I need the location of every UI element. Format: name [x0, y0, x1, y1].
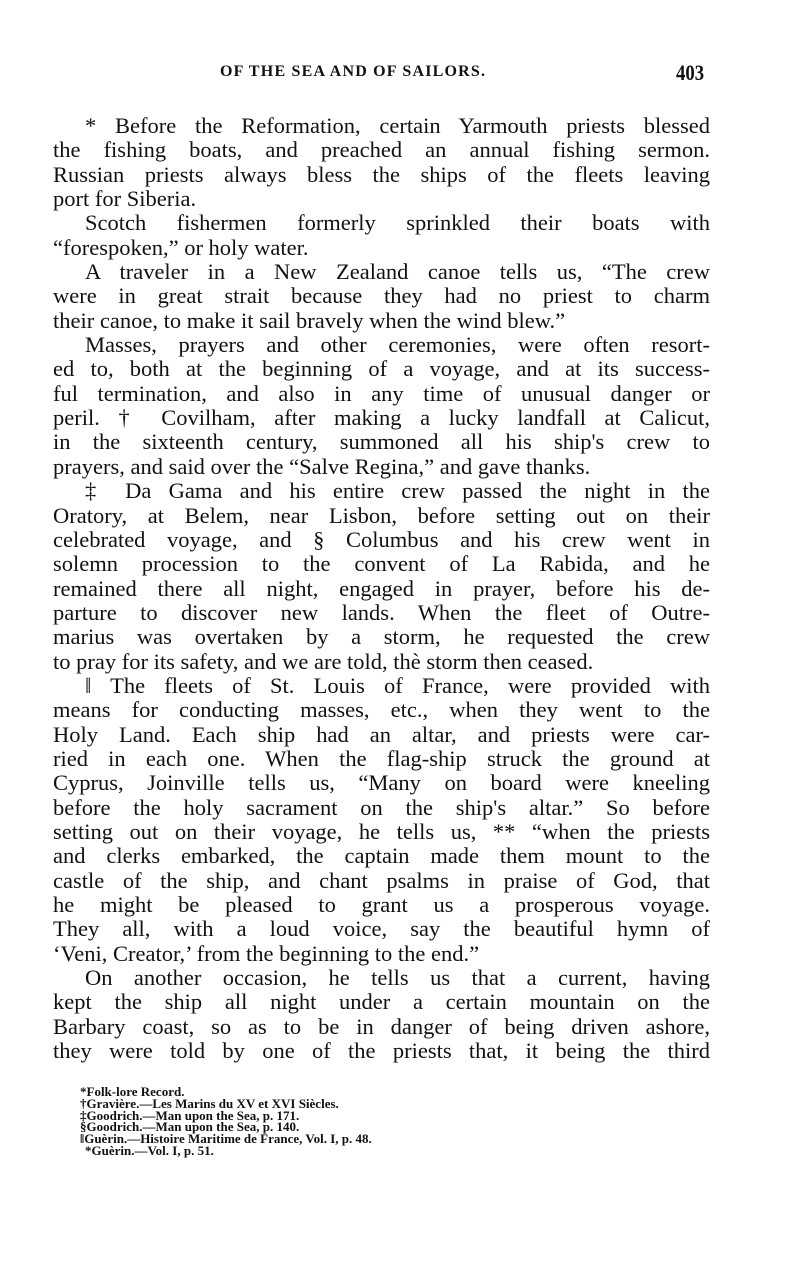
page-header: [0, 60, 795, 90]
text-line: A traveler in a New Zealand canoe tells us, “The crew: [85, 259, 710, 285]
text-line: Scotch fishermen formerly sprinkled their boats with: [85, 210, 710, 236]
text-line: setting out on their voyage, he tells us, ** “when the priests: [53, 818, 710, 844]
text-line: marius was overtaken by a storm, he requested the crew: [53, 624, 710, 650]
footnote-mark: *: [80, 1084, 87, 1099]
text-line: parture to discover new lands. When the fleet of Outre-: [53, 599, 710, 625]
footnote-mark: §: [80, 1119, 87, 1135]
text-line: were in great strait because they had no priest to charm: [53, 283, 710, 309]
text-line: ried in each one. When the flag-ship struck the ground at: [53, 745, 710, 771]
text-line: the fishing boats, and preached an annual fishing sermon.: [53, 137, 710, 163]
text-line: and clerks embarked, the captain made them mount to the: [53, 843, 710, 869]
footnote: [80, 1142, 372, 1158]
text-line: Barbary coast, so as to be in danger of being driven ashore,: [53, 1013, 710, 1039]
text-line: ‖ The fleets of St. Louis of France, were provided with: [85, 672, 710, 698]
text-line: their canoe, to make it sail bravely when the wind blew.”: [53, 307, 566, 333]
footnote-text: Guèrin.—Vol. I, p. 51.: [91, 1142, 214, 1158]
text-line: celebrated voyage, and § Columbus and his crew went in: [53, 526, 710, 552]
text-line: “forespoken,” or holy water.: [53, 234, 309, 260]
running-title: OF THE SEA AND OF SAILORS.: [220, 63, 487, 80]
text-line: solemn procession to the convent of La Rabida, and he: [53, 551, 710, 577]
text-line: peril. † Covilham, after making a lucky landfall at Calicut,: [53, 405, 710, 431]
footnote-text: Folk-lore Record.: [86, 1084, 185, 1099]
body-text: [53, 114, 710, 1063]
footnote-mark: ‖: [80, 1131, 85, 1147]
text-line: castle of the ship, and chant psalms in praise of God, that: [53, 867, 710, 893]
text-line: to pray for its safety, and we are told, thè storm then ceased.: [53, 648, 594, 674]
footnote-text: Guèrin.—Histoire Maritime de France, Vol. I, p. 48.: [84, 1131, 372, 1147]
text-line: ed to, both at the beginning of a voyage, and at its success-: [53, 356, 710, 382]
text-line: ‘Veni, Creator,’ from the beginning to the end.”: [53, 940, 480, 966]
text-line: Cyprus, Joinville tells us, “Many on board were kneeling: [53, 770, 710, 796]
page-number: 403: [676, 60, 705, 85]
text-line: kept the ship all night under a certain mountain on the: [53, 989, 710, 1015]
footnotes: [80, 1086, 372, 1157]
text-line: remained there all night, engaged in prayer, before his de-: [53, 575, 710, 601]
text-line: prayers, and said over the “Salve Regina,” and gave thanks.: [53, 453, 591, 479]
text-line: port for Siberia.: [53, 186, 197, 212]
text-line: Oratory, at Belem, near Lisbon, before setting out on their: [53, 502, 710, 528]
text-line: means for conducting masses, etc., when they went to the: [53, 697, 710, 723]
text-line: before the holy sacrament on the ship's altar.” So before: [53, 794, 710, 820]
footnote-mark: †: [80, 1095, 87, 1111]
text-line: ful termination, and also in any time of unusual danger or: [53, 380, 710, 406]
footnote-text: Goodrich.—Man upon the Sea, p. 171.: [86, 1107, 300, 1123]
footnote-mark: ‡: [80, 1107, 87, 1123]
text-line: in the sixteenth century, summoned all his ship's crew to: [53, 429, 710, 455]
text-line: On another occasion, he tells us that a current, having: [85, 965, 710, 991]
text-line: They all, with a loud voice, say the beautiful hymn of: [53, 916, 710, 942]
text-line: Masses, prayers and other ceremonies, were often resort-: [85, 332, 710, 358]
text-line: * Before the Reformation, certain Yarmouth priests blessed: [85, 113, 710, 138]
footnote-mark: *: [85, 1142, 92, 1158]
text-line: ‡ Da Gama and his entire crew passed the night in the: [85, 478, 710, 504]
text-line: Russian priests always bless the ships of the fleets leaving: [53, 161, 710, 187]
text-line: he might be pleased to grant us a prosperous voyage.: [53, 892, 710, 917]
footnote-text: Gravière.—Les Marins du XV et XVI Siècles.: [86, 1095, 339, 1111]
text-line: they were told by one of the priests that, it being the third: [53, 1038, 710, 1064]
footnote-text: Goodrich.—Man upon the Sea, p. 140.: [86, 1119, 300, 1135]
text-line: Holy Land. Each ship had an altar, and priests were car-: [53, 721, 710, 747]
